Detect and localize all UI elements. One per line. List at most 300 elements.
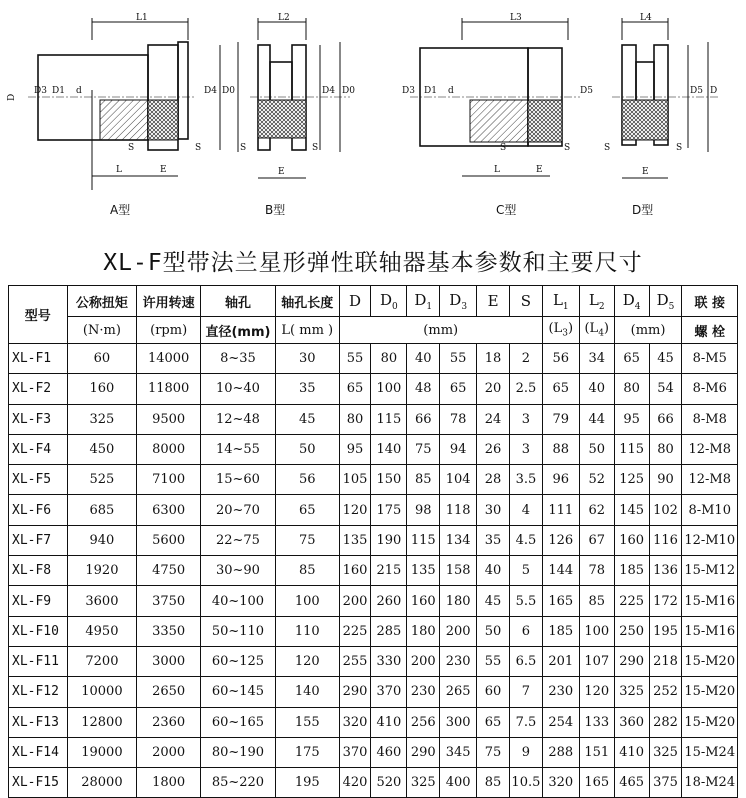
- table-cell: 66: [649, 404, 682, 434]
- header-mm-unit-2: (mm): [614, 317, 682, 344]
- table-cell: 118: [440, 495, 477, 525]
- table-cell: 60: [67, 344, 137, 374]
- table-cell: 54: [649, 374, 682, 404]
- model-cell: XL-F4: [9, 434, 68, 464]
- type-d-label: D型: [632, 203, 654, 217]
- header-S: S: [509, 286, 542, 317]
- table-cell: 15-M20: [682, 707, 738, 737]
- table-cell: 85: [275, 556, 339, 586]
- header-mm-unit: (mm): [339, 317, 542, 344]
- header-row-2: [9, 317, 738, 344]
- table-cell: 3.5: [509, 465, 542, 495]
- table-cell: 80~190: [200, 737, 275, 767]
- table-cell: 450: [67, 434, 137, 464]
- table-cell: 175: [371, 495, 407, 525]
- table-cell: 7100: [137, 465, 201, 495]
- table-cell: 20~70: [200, 495, 275, 525]
- table-cell: 10.5: [509, 768, 542, 798]
- model-cell: XL-F12: [9, 677, 68, 707]
- header-torque-unit: (N·m): [67, 317, 137, 344]
- table-cell: 160: [339, 556, 371, 586]
- table-cell: 11800: [137, 374, 201, 404]
- table-cell: 370: [371, 677, 407, 707]
- table-cell: 180: [407, 616, 440, 646]
- table-cell: 65: [440, 374, 477, 404]
- table-cell: 52: [579, 465, 614, 495]
- table-cell: 260: [371, 586, 407, 616]
- table-cell: 78: [440, 404, 477, 434]
- table-cell: 290: [614, 646, 649, 676]
- table-cell: 165: [579, 768, 614, 798]
- model-cell: XL-F10: [9, 616, 68, 646]
- table-cell: 30: [275, 344, 339, 374]
- header-speed: 许用转速: [137, 286, 201, 317]
- drawing-type-c: [402, 13, 593, 176]
- header-bore-length-unit: L( mm ): [275, 317, 339, 344]
- table-cell: 225: [339, 616, 371, 646]
- table-cell: 85: [579, 586, 614, 616]
- svg-text:S: S: [240, 143, 247, 153]
- table-cell: 95: [614, 404, 649, 434]
- table-cell: 26: [477, 434, 510, 464]
- table-cell: 200: [407, 646, 440, 676]
- table-cell: 7.5: [509, 707, 542, 737]
- model-cell: XL-F5: [9, 465, 68, 495]
- svg-text:D5: D5: [690, 86, 703, 96]
- table-cell: 360: [614, 707, 649, 737]
- table-cell: 65: [477, 707, 510, 737]
- svg-text:L: L: [494, 165, 500, 175]
- svg-text:L3: L3: [510, 13, 522, 23]
- svg-text:S: S: [128, 143, 135, 153]
- table-cell: 12-M10: [682, 525, 738, 555]
- table-cell: 140: [275, 677, 339, 707]
- table-cell: 115: [371, 404, 407, 434]
- table-cell: 50: [579, 434, 614, 464]
- table-cell: 67: [579, 525, 614, 555]
- table-cell: 3000: [137, 646, 201, 676]
- table-cell: 56: [542, 344, 579, 374]
- header-L1: $L_1$: [542, 286, 579, 317]
- svg-text:S: S: [564, 143, 571, 153]
- header-bolt-2: 螺 栓: [682, 317, 738, 344]
- table-cell: 285: [371, 616, 407, 646]
- header-bore-length: 轴孔长度: [275, 286, 339, 317]
- table-cell: 151: [579, 737, 614, 767]
- table-cell: 40: [579, 374, 614, 404]
- table-cell: 160: [407, 586, 440, 616]
- table-row: [9, 737, 738, 767]
- type-b-label: B型: [265, 203, 286, 217]
- table-cell: 5: [509, 556, 542, 586]
- table-cell: 110: [275, 616, 339, 646]
- header-D: D: [339, 286, 371, 317]
- table-cell: 8-M6: [682, 374, 738, 404]
- table-cell: 1800: [137, 768, 201, 798]
- table-cell: 80: [339, 404, 371, 434]
- drawing-type-b: [240, 13, 355, 178]
- table-cell: 5.5: [509, 586, 542, 616]
- table-cell: 100: [579, 616, 614, 646]
- svg-text:E: E: [278, 167, 285, 177]
- svg-text:S: S: [312, 143, 319, 153]
- table-cell: 525: [67, 465, 137, 495]
- table-cell: 2.5: [509, 374, 542, 404]
- table-cell: 218: [649, 646, 682, 676]
- svg-text:S: S: [676, 143, 683, 153]
- table-cell: 9500: [137, 404, 201, 434]
- table-cell: 14000: [137, 344, 201, 374]
- table-cell: 104: [440, 465, 477, 495]
- table-cell: 685: [67, 495, 137, 525]
- svg-text:D5: D5: [580, 86, 593, 96]
- table-cell: 105: [339, 465, 371, 495]
- table-cell: 94: [440, 434, 477, 464]
- header-speed-unit: (rpm): [137, 317, 201, 344]
- table-cell: 185: [614, 556, 649, 586]
- table-cell: 40: [477, 556, 510, 586]
- svg-text:D0: D0: [222, 86, 235, 96]
- table-cell: 3600: [67, 586, 137, 616]
- table-cell: 158: [440, 556, 477, 586]
- table-cell: 345: [440, 737, 477, 767]
- table-cell: 40: [407, 344, 440, 374]
- table-cell: 225: [614, 586, 649, 616]
- table-cell: 175: [275, 737, 339, 767]
- svg-text:D0: D0: [342, 86, 355, 96]
- table-cell: 115: [407, 525, 440, 555]
- svg-text:D1: D1: [424, 86, 437, 96]
- table-cell: 215: [371, 556, 407, 586]
- drawing-type-d: [604, 13, 720, 178]
- table-cell: 14~55: [200, 434, 275, 464]
- svg-text:d: d: [76, 86, 82, 96]
- table-cell: 9: [509, 737, 542, 767]
- table-cell: 120: [275, 646, 339, 676]
- table-row: [9, 768, 738, 798]
- table-cell: 940: [67, 525, 137, 555]
- model-cell: XL-F11: [9, 646, 68, 676]
- coupling-drawings: [0, 0, 746, 226]
- table-cell: 134: [440, 525, 477, 555]
- table-cell: 19000: [67, 737, 137, 767]
- model-cell: XL-F9: [9, 586, 68, 616]
- model-cell: XL-F13: [9, 707, 68, 737]
- table-cell: 15-M20: [682, 677, 738, 707]
- table-cell: 80: [649, 434, 682, 464]
- table-cell: 4.5: [509, 525, 542, 555]
- table-cell: 55: [440, 344, 477, 374]
- table-cell: 165: [542, 586, 579, 616]
- table-cell: 2650: [137, 677, 201, 707]
- table-cell: 133: [579, 707, 614, 737]
- table-cell: 320: [339, 707, 371, 737]
- table-cell: 325: [649, 737, 682, 767]
- parameter-table: [8, 285, 738, 798]
- header-L2: $L_2$: [579, 286, 614, 317]
- svg-text:S: S: [604, 143, 611, 153]
- svg-text:S: S: [500, 143, 507, 153]
- header-L4: $(L_4)$: [579, 317, 614, 344]
- model-cell: XL-F6: [9, 495, 68, 525]
- table-row: [9, 374, 738, 404]
- table-cell: 8000: [137, 434, 201, 464]
- table-cell: 8-M10: [682, 495, 738, 525]
- table-cell: 88: [542, 434, 579, 464]
- table-cell: 325: [67, 404, 137, 434]
- table-cell: 10~40: [200, 374, 275, 404]
- table-cell: 22~75: [200, 525, 275, 555]
- table-row: [9, 556, 738, 586]
- svg-text:d: d: [448, 86, 454, 96]
- table-cell: 2000: [137, 737, 201, 767]
- table-row: [9, 465, 738, 495]
- table-cell: 300: [440, 707, 477, 737]
- table-row: [9, 677, 738, 707]
- table-cell: 50: [477, 616, 510, 646]
- table-cell: 4: [509, 495, 542, 525]
- header-E: E: [477, 286, 510, 317]
- table-cell: 288: [542, 737, 579, 767]
- table-cell: 24: [477, 404, 510, 434]
- table-cell: 65: [614, 344, 649, 374]
- table-cell: 62: [579, 495, 614, 525]
- table-cell: 160: [67, 374, 137, 404]
- table-cell: 282: [649, 707, 682, 737]
- table-cell: 465: [614, 768, 649, 798]
- table-cell: 102: [649, 495, 682, 525]
- table-cell: 7200: [67, 646, 137, 676]
- table-cell: 30: [477, 495, 510, 525]
- table-cell: 140: [371, 434, 407, 464]
- svg-text:D3: D3: [34, 86, 47, 96]
- model-cell: XL-F15: [9, 768, 68, 798]
- table-cell: 35: [275, 374, 339, 404]
- table-cell: 8-M8: [682, 404, 738, 434]
- table-row: [9, 344, 738, 374]
- table-cell: 145: [614, 495, 649, 525]
- header-D5: $D_5$: [649, 286, 682, 317]
- table-cell: 256: [407, 707, 440, 737]
- table-cell: 2: [509, 344, 542, 374]
- table-cell: 75: [477, 737, 510, 767]
- svg-text:L2: L2: [278, 13, 290, 23]
- table-cell: 144: [542, 556, 579, 586]
- header-bore-unit: 直径(mm): [200, 317, 275, 344]
- table-cell: 135: [407, 556, 440, 586]
- table-cell: 330: [371, 646, 407, 676]
- table-cell: 120: [579, 677, 614, 707]
- table-cell: 6.5: [509, 646, 542, 676]
- table-cell: 95: [339, 434, 371, 464]
- table-row: [9, 707, 738, 737]
- svg-text:E: E: [536, 165, 543, 175]
- table-cell: 28: [477, 465, 510, 495]
- table-cell: 15-M24: [682, 737, 738, 767]
- table-cell: 3: [509, 404, 542, 434]
- table-cell: 90: [649, 465, 682, 495]
- model-cell: XL-F2: [9, 374, 68, 404]
- table-cell: 8-M5: [682, 344, 738, 374]
- table-cell: 7: [509, 677, 542, 707]
- svg-text:S: S: [195, 143, 202, 153]
- table-cell: 190: [371, 525, 407, 555]
- table-cell: 320: [542, 768, 579, 798]
- table-row: [9, 434, 738, 464]
- table-cell: 15-M16: [682, 616, 738, 646]
- svg-text:E: E: [642, 167, 649, 177]
- table-cell: 195: [275, 768, 339, 798]
- table-cell: 135: [339, 525, 371, 555]
- svg-text:D: D: [710, 86, 718, 96]
- table-cell: 65: [275, 495, 339, 525]
- table-row: [9, 404, 738, 434]
- svg-text:D: D: [7, 93, 17, 101]
- table-cell: 98: [407, 495, 440, 525]
- table-cell: 12800: [67, 707, 137, 737]
- header-D4: $D_4$: [614, 286, 649, 317]
- model-cell: XL-F3: [9, 404, 68, 434]
- table-cell: 4750: [137, 556, 201, 586]
- table-cell: 30~90: [200, 556, 275, 586]
- table-cell: 56: [275, 465, 339, 495]
- table-cell: 172: [649, 586, 682, 616]
- table-cell: 120: [339, 495, 371, 525]
- model-cell: XL-F7: [9, 525, 68, 555]
- header-bolt: 联 接: [682, 286, 738, 317]
- header-D1: $D_1$: [407, 286, 440, 317]
- table-cell: 230: [407, 677, 440, 707]
- table-cell: 100: [275, 586, 339, 616]
- header-torque: 公称扭矩: [67, 286, 137, 317]
- table-cell: 15-M20: [682, 646, 738, 676]
- table-cell: 78: [579, 556, 614, 586]
- table-cell: 55: [477, 646, 510, 676]
- table-cell: 28000: [67, 768, 137, 798]
- table-cell: 230: [440, 646, 477, 676]
- table-cell: 126: [542, 525, 579, 555]
- table-cell: 18-M24: [682, 768, 738, 798]
- table-cell: 410: [614, 737, 649, 767]
- table-cell: 50: [275, 434, 339, 464]
- table-cell: 6: [509, 616, 542, 646]
- model-cell: XL-F1: [9, 344, 68, 374]
- table-cell: 79: [542, 404, 579, 434]
- table-cell: 12-M8: [682, 434, 738, 464]
- table-cell: 290: [339, 677, 371, 707]
- table-cell: 15-M16: [682, 586, 738, 616]
- header-model: 型号: [9, 286, 68, 344]
- table-cell: 60: [477, 677, 510, 707]
- table-cell: 80: [614, 374, 649, 404]
- header-bore: 轴孔: [200, 286, 275, 317]
- table-cell: 6300: [137, 495, 201, 525]
- table-cell: 65: [339, 374, 371, 404]
- table-cell: 410: [371, 707, 407, 737]
- table-cell: 55: [339, 344, 371, 374]
- header-L3: $(L_3)$: [542, 317, 579, 344]
- table-cell: 200: [440, 616, 477, 646]
- table-cell: 460: [371, 737, 407, 767]
- model-cell: XL-F8: [9, 556, 68, 586]
- table-cell: 111: [542, 495, 579, 525]
- table-row: [9, 525, 738, 555]
- svg-text:L1: L1: [136, 13, 148, 23]
- table-cell: 195: [649, 616, 682, 646]
- table-cell: 150: [371, 465, 407, 495]
- table-cell: 45: [275, 404, 339, 434]
- table-cell: 15~60: [200, 465, 275, 495]
- table-cell: 12~48: [200, 404, 275, 434]
- table-cell: 325: [407, 768, 440, 798]
- type-a-label: A型: [110, 203, 131, 217]
- table-cell: 3: [509, 434, 542, 464]
- table-cell: 45: [649, 344, 682, 374]
- table-cell: 420: [339, 768, 371, 798]
- table-cell: 2360: [137, 707, 201, 737]
- table-cell: 4950: [67, 616, 137, 646]
- table-cell: 20: [477, 374, 510, 404]
- table-cell: 48: [407, 374, 440, 404]
- model-cell: XL-F14: [9, 737, 68, 767]
- table-cell: 180: [440, 586, 477, 616]
- table-cell: 60~145: [200, 677, 275, 707]
- table-cell: 96: [542, 465, 579, 495]
- table-cell: 265: [440, 677, 477, 707]
- table-cell: 107: [579, 646, 614, 676]
- table-row: [9, 616, 738, 646]
- table-cell: 35: [477, 525, 510, 555]
- page-title: XL-F型带法兰星形弹性联轴器基本参数和主要尺寸: [103, 250, 643, 276]
- table-cell: 200: [339, 586, 371, 616]
- svg-text:D1: D1: [52, 86, 65, 96]
- table-cell: 160: [614, 525, 649, 555]
- table-cell: 75: [407, 434, 440, 464]
- table-cell: 3750: [137, 586, 201, 616]
- table-cell: 12-M8: [682, 465, 738, 495]
- svg-text:D3: D3: [402, 86, 415, 96]
- table-cell: 185: [542, 616, 579, 646]
- svg-text:D4: D4: [322, 86, 335, 96]
- table-cell: 325: [614, 677, 649, 707]
- table-cell: 100: [371, 374, 407, 404]
- table-cell: 201: [542, 646, 579, 676]
- svg-text:E: E: [160, 165, 167, 175]
- table-cell: 3350: [137, 616, 201, 646]
- table-cell: 15-M12: [682, 556, 738, 586]
- table-row: [9, 646, 738, 676]
- table-cell: 45: [477, 586, 510, 616]
- table-cell: 50~110: [200, 616, 275, 646]
- table-cell: 254: [542, 707, 579, 737]
- drawing-type-a: [7, 13, 238, 190]
- table-row: [9, 495, 738, 525]
- table-cell: 60~125: [200, 646, 275, 676]
- table-cell: 252: [649, 677, 682, 707]
- table-cell: 155: [275, 707, 339, 737]
- table-cell: 60~165: [200, 707, 275, 737]
- table-cell: 10000: [67, 677, 137, 707]
- table-cell: 136: [649, 556, 682, 586]
- table-cell: 65: [542, 374, 579, 404]
- table-cell: 18: [477, 344, 510, 374]
- table-cell: 230: [542, 677, 579, 707]
- table-cell: 85: [407, 465, 440, 495]
- table-cell: 125: [614, 465, 649, 495]
- table-row: [9, 586, 738, 616]
- table-cell: 40~100: [200, 586, 275, 616]
- header-D3: $D_3$: [440, 286, 477, 317]
